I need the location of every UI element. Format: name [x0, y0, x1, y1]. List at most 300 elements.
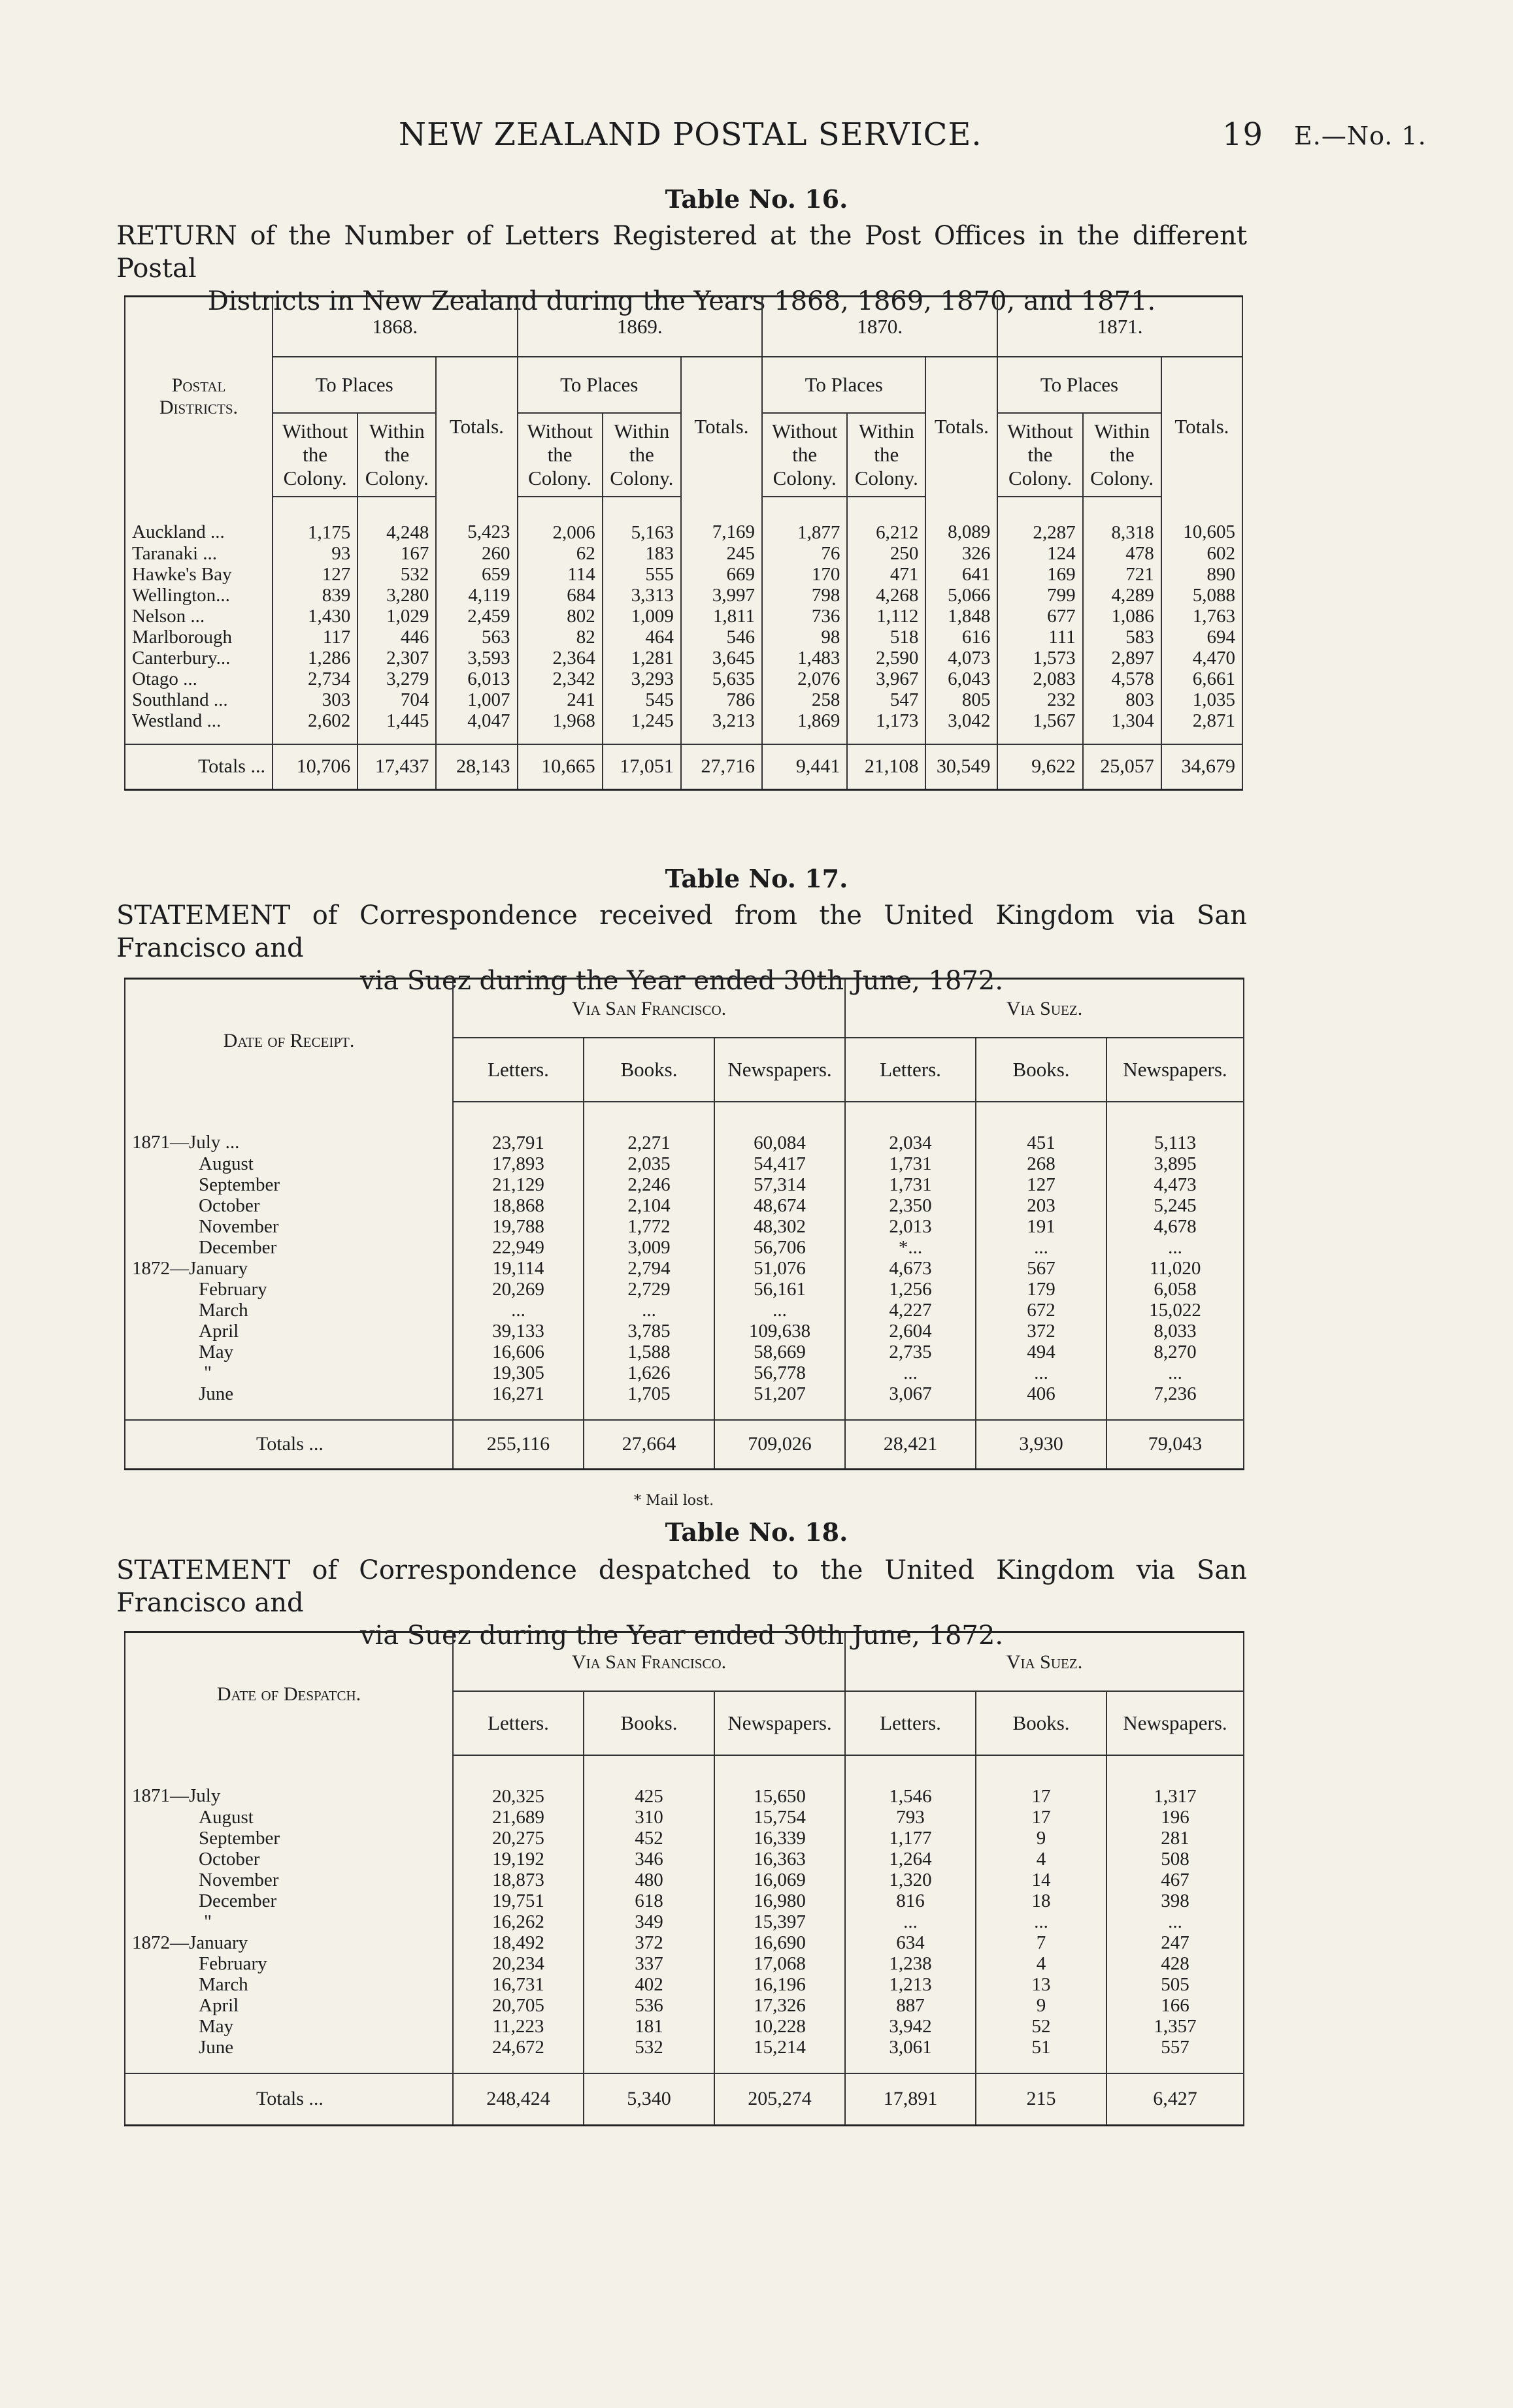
- data-cell: 4,047: [436, 710, 517, 731]
- data-cell: 546: [681, 627, 762, 648]
- data-cell: 1,086: [1083, 606, 1161, 627]
- district-name: Hawke's Bay: [125, 564, 273, 585]
- table17-date-header: Date of Receipt.: [125, 979, 453, 1102]
- data-cell: 547: [847, 689, 925, 710]
- data-cell: 117: [273, 627, 357, 648]
- table16-year-header: 1869.: [518, 297, 763, 357]
- page-header-title: NEW ZEALAND POSTAL SERVICE.: [399, 116, 982, 153]
- data-cell: 8,318: [1083, 497, 1161, 543]
- data-cell: 247: [1106, 1932, 1244, 1953]
- table16-totals-header: Totals.: [681, 357, 762, 497]
- data-cell: 557: [1106, 2037, 1244, 2058]
- data-cell: 5,635: [681, 668, 762, 689]
- data-cell: 76: [762, 543, 847, 564]
- data-cell: 799: [997, 585, 1082, 606]
- data-cell: 114: [518, 564, 603, 585]
- data-cell: 798: [762, 585, 847, 606]
- data-cell: 2,871: [1161, 710, 1242, 731]
- totals-label: Totals ...: [125, 744, 273, 790]
- data-cell: 793: [845, 1807, 976, 1828]
- data-cell: 346: [584, 1849, 714, 1870]
- data-cell: 3,895: [1106, 1153, 1244, 1174]
- table16-totals-header: Totals.: [436, 357, 517, 497]
- data-cell: 51,076: [714, 1258, 845, 1279]
- data-cell: 1,877: [762, 497, 847, 543]
- month-label: November: [125, 1870, 453, 1890]
- total-cell: 27,664: [584, 1420, 714, 1470]
- total-cell: 21,108: [847, 744, 925, 790]
- table-row: [125, 1362, 1244, 1383]
- table16-without-header: Without the Colony.: [997, 413, 1082, 497]
- total-cell: 709,026: [714, 1420, 845, 1470]
- total-cell: 5,340: [584, 2073, 714, 2126]
- data-cell: 451: [976, 1102, 1106, 1153]
- data-cell: 56,161: [714, 1279, 845, 1300]
- data-cell: 16,069: [714, 1870, 845, 1890]
- table18-col-header: Books.: [584, 1691, 714, 1755]
- data-cell: 21,689: [453, 1807, 584, 1828]
- data-cell: 19,305: [453, 1362, 584, 1383]
- data-cell: 2,459: [436, 606, 517, 627]
- data-cell: ...: [453, 1300, 584, 1321]
- data-cell: *...: [845, 1237, 976, 1258]
- data-cell: 480: [584, 1870, 714, 1890]
- data-cell: 17,326: [714, 1995, 845, 2016]
- data-cell: 802: [518, 606, 603, 627]
- table16-caption-line1: RETURN of the Number of Letters Registered at the Post Offices in the different Postal: [116, 221, 1247, 284]
- data-cell: 425: [584, 1755, 714, 1807]
- table17-totals-row: [125, 1420, 1244, 1470]
- table16-totals-header: Totals.: [925, 357, 997, 497]
- data-cell: 18,492: [453, 1932, 584, 1953]
- data-cell: 1,304: [1083, 710, 1161, 731]
- data-cell: 16,196: [714, 1974, 845, 1995]
- month-label: June: [125, 1383, 453, 1404]
- table18-col-header: Letters.: [845, 1691, 976, 1755]
- data-cell: 245: [681, 543, 762, 564]
- data-cell: 2,287: [997, 497, 1082, 543]
- data-cell: 250: [847, 543, 925, 564]
- data-cell: 1,112: [847, 606, 925, 627]
- table-row: [125, 1321, 1244, 1342]
- district-name: Southland ...: [125, 689, 273, 710]
- data-cell: 16,339: [714, 1828, 845, 1849]
- total-cell: 79,043: [1106, 1420, 1244, 1470]
- table18-col-header: Letters.: [453, 1691, 584, 1755]
- data-cell: 51,207: [714, 1383, 845, 1404]
- month-label: ": [125, 1362, 453, 1383]
- data-cell: 5,088: [1161, 585, 1242, 606]
- data-cell: 1,009: [603, 606, 681, 627]
- data-cell: 56,778: [714, 1362, 845, 1383]
- data-cell: ...: [976, 1362, 1106, 1383]
- table-row: [125, 1237, 1244, 1258]
- data-cell: 15,650: [714, 1755, 845, 1807]
- table-row: [125, 2016, 1244, 2037]
- data-cell: 10,228: [714, 2016, 845, 2037]
- data-cell: 467: [1106, 1870, 1244, 1890]
- data-cell: 24,672: [453, 2037, 584, 2058]
- data-cell: 54,417: [714, 1153, 845, 1174]
- data-cell: 18,868: [453, 1195, 584, 1216]
- data-cell: 532: [584, 2037, 714, 2058]
- data-cell: 428: [1106, 1953, 1244, 1974]
- data-cell: 721: [1083, 564, 1161, 585]
- data-cell: 13: [976, 1974, 1106, 1995]
- data-cell: 20,275: [453, 1828, 584, 1849]
- data-cell: 1,213: [845, 1974, 976, 1995]
- data-cell: 1,430: [273, 606, 357, 627]
- data-cell: 555: [603, 564, 681, 585]
- data-cell: 5,066: [925, 585, 997, 606]
- table-row: [125, 1755, 1244, 1807]
- data-cell: 3,280: [357, 585, 436, 606]
- table-row: [125, 585, 1242, 606]
- table-row: [125, 1258, 1244, 1279]
- data-cell: 1,281: [603, 648, 681, 668]
- table16-year-header: 1868.: [273, 297, 518, 357]
- data-cell: 1,238: [845, 1953, 976, 1974]
- data-cell: 56,706: [714, 1237, 845, 1258]
- data-cell: 19,192: [453, 1849, 584, 1870]
- data-cell: 9: [976, 1828, 1106, 1849]
- data-cell: 18,873: [453, 1870, 584, 1890]
- data-cell: 618: [584, 1890, 714, 1911]
- table17-col-header: Newspapers.: [714, 1038, 845, 1102]
- district-name: Otago ...: [125, 668, 273, 689]
- data-cell: 398: [1106, 1890, 1244, 1911]
- data-cell: 9: [976, 1995, 1106, 2016]
- data-cell: 634: [845, 1932, 976, 1953]
- data-cell: 1,546: [845, 1755, 976, 1807]
- data-cell: 2,083: [997, 668, 1082, 689]
- data-cell: 52: [976, 2016, 1106, 2037]
- month-label: 1871—July ...: [125, 1102, 453, 1153]
- table-row: [125, 1974, 1244, 1995]
- table-row: [125, 648, 1242, 668]
- table-row: [125, 1849, 1244, 1870]
- data-cell: 3,293: [603, 668, 681, 689]
- data-cell: 471: [847, 564, 925, 585]
- month-label: December: [125, 1890, 453, 1911]
- data-cell: 18: [976, 1890, 1106, 1911]
- data-cell: 20,705: [453, 1995, 584, 2016]
- data-cell: 1,811: [681, 606, 762, 627]
- data-cell: 11,020: [1106, 1258, 1244, 1279]
- data-cell: 446: [357, 627, 436, 648]
- data-cell: 1,445: [357, 710, 436, 731]
- data-cell: 22,949: [453, 1237, 584, 1258]
- data-cell: 169: [997, 564, 1082, 585]
- district-name: Westland ...: [125, 710, 273, 731]
- data-cell: 1,029: [357, 606, 436, 627]
- month-label: April: [125, 1321, 453, 1342]
- data-cell: 16,262: [453, 1911, 584, 1932]
- data-cell: 545: [603, 689, 681, 710]
- data-cell: 2,590: [847, 648, 925, 668]
- table-row: [125, 689, 1242, 710]
- data-cell: 6,661: [1161, 668, 1242, 689]
- table-row: [125, 1383, 1244, 1404]
- data-cell: 4,248: [357, 497, 436, 543]
- data-cell: 2,034: [845, 1102, 976, 1153]
- table-row: [125, 1890, 1244, 1911]
- data-cell: 4,473: [1106, 1174, 1244, 1195]
- total-cell: 17,051: [603, 744, 681, 790]
- table-row: [125, 1342, 1244, 1362]
- month-label: 1872—January: [125, 1258, 453, 1279]
- data-cell: 11,223: [453, 2016, 584, 2037]
- data-cell: 268: [976, 1153, 1106, 1174]
- data-cell: 1,317: [1106, 1755, 1244, 1807]
- table18-caption-line2: via Suez during the Year ended 30th June, 1872.: [359, 1621, 1004, 1651]
- table18-col-header: Newspapers.: [714, 1691, 845, 1755]
- table18-col-header: Books.: [976, 1691, 1106, 1755]
- data-cell: 3,313: [603, 585, 681, 606]
- data-cell: 111: [997, 627, 1082, 648]
- data-cell: 1,320: [845, 1870, 976, 1890]
- data-cell: ...: [845, 1911, 976, 1932]
- total-cell: 9,441: [762, 744, 847, 790]
- data-cell: 183: [603, 543, 681, 564]
- data-cell: 583: [1083, 627, 1161, 648]
- month-label: October: [125, 1849, 453, 1870]
- data-cell: 5,113: [1106, 1102, 1244, 1153]
- table-row: [125, 1174, 1244, 1195]
- table-row: [125, 627, 1242, 648]
- data-cell: 1,869: [762, 710, 847, 731]
- data-cell: 694: [1161, 627, 1242, 648]
- data-cell: 372: [584, 1932, 714, 1953]
- table16-totals-row: [125, 744, 1242, 790]
- data-cell: 4,470: [1161, 648, 1242, 668]
- data-cell: 124: [997, 543, 1082, 564]
- data-cell: 464: [603, 627, 681, 648]
- data-cell: 8,089: [925, 497, 997, 543]
- data-cell: 1,626: [584, 1362, 714, 1383]
- data-cell: 536: [584, 1995, 714, 2016]
- totals-label: Totals ...: [125, 1420, 453, 1470]
- data-cell: 786: [681, 689, 762, 710]
- table17: [124, 978, 1244, 1470]
- month-label: August: [125, 1807, 453, 1828]
- data-cell: 1,588: [584, 1342, 714, 1362]
- total-cell: 10,665: [518, 744, 603, 790]
- data-cell: 48,302: [714, 1216, 845, 1237]
- data-cell: 4,578: [1083, 668, 1161, 689]
- data-cell: 816: [845, 1890, 976, 1911]
- total-cell: 255,116: [453, 1420, 584, 1470]
- data-cell: 7,236: [1106, 1383, 1244, 1404]
- table16-to-places: To Places: [518, 357, 681, 413]
- data-cell: 1,245: [603, 710, 681, 731]
- data-cell: 1,483: [762, 648, 847, 668]
- data-cell: 1,007: [436, 689, 517, 710]
- data-cell: 16,271: [453, 1383, 584, 1404]
- table18: [124, 1631, 1244, 2126]
- month-label: October: [125, 1195, 453, 1216]
- data-cell: 1,731: [845, 1153, 976, 1174]
- table18-caption-line1: STATEMENT of Correspondence despatched to the United Kingdom via San Francisco and: [116, 1555, 1247, 1618]
- table-row: [125, 1153, 1244, 1174]
- data-cell: 8,033: [1106, 1321, 1244, 1342]
- data-cell: 14: [976, 1870, 1106, 1890]
- data-cell: 1,848: [925, 606, 997, 627]
- table16-without-header: Without the Colony.: [273, 413, 357, 497]
- data-cell: 51: [976, 2037, 1106, 2058]
- data-cell: 5,245: [1106, 1195, 1244, 1216]
- data-cell: 452: [584, 1828, 714, 1849]
- data-cell: 4,073: [925, 648, 997, 668]
- data-cell: 127: [976, 1174, 1106, 1195]
- table-row: [125, 2037, 1244, 2058]
- data-cell: 1,357: [1106, 2016, 1244, 2037]
- table-row: [125, 1195, 1244, 1216]
- data-cell: 3,593: [436, 648, 517, 668]
- data-cell: 1,763: [1161, 606, 1242, 627]
- district-name: Auckland ...: [125, 497, 273, 543]
- month-label: March: [125, 1974, 453, 1995]
- data-cell: 82: [518, 627, 603, 648]
- data-cell: 181: [584, 2016, 714, 2037]
- data-cell: 39,133: [453, 1321, 584, 1342]
- data-cell: 58,669: [714, 1342, 845, 1362]
- table16-number: Table No. 16.: [665, 184, 848, 214]
- data-cell: 109,638: [714, 1321, 845, 1342]
- data-cell: 17,068: [714, 1953, 845, 1974]
- data-cell: 2,246: [584, 1174, 714, 1195]
- data-cell: 3,997: [681, 585, 762, 606]
- data-cell: 260: [436, 543, 517, 564]
- data-cell: 1,035: [1161, 689, 1242, 710]
- table18-body: [125, 1755, 1244, 2073]
- table18-date-header: Date of Despatch.: [125, 1632, 453, 1755]
- data-cell: 326: [925, 543, 997, 564]
- table-row: [125, 710, 1242, 731]
- data-cell: 241: [518, 689, 603, 710]
- data-cell: 2,035: [584, 1153, 714, 1174]
- document-reference: E.—No. 1.: [1294, 122, 1427, 150]
- data-cell: 15,022: [1106, 1300, 1244, 1321]
- data-cell: 2,734: [273, 668, 357, 689]
- data-cell: 508: [1106, 1849, 1244, 1870]
- data-cell: 167: [357, 543, 436, 564]
- table18-group-header: Via Suez.: [845, 1632, 1244, 1691]
- table-row: [125, 1300, 1244, 1321]
- data-cell: 310: [584, 1807, 714, 1828]
- data-cell: 1,772: [584, 1216, 714, 1237]
- month-label: September: [125, 1828, 453, 1849]
- data-cell: 4,119: [436, 585, 517, 606]
- data-cell: 23,791: [453, 1102, 584, 1153]
- data-cell: 1,173: [847, 710, 925, 731]
- month-label: February: [125, 1953, 453, 1974]
- district-name: Nelson ...: [125, 606, 273, 627]
- data-cell: 2,735: [845, 1342, 976, 1362]
- table18-totals-row: [125, 2073, 1244, 2126]
- data-cell: 3,213: [681, 710, 762, 731]
- data-cell: 672: [976, 1300, 1106, 1321]
- data-cell: ...: [1106, 1911, 1244, 1932]
- data-cell: 402: [584, 1974, 714, 1995]
- data-cell: 4: [976, 1953, 1106, 1974]
- data-cell: 15,754: [714, 1807, 845, 1828]
- data-cell: 98: [762, 627, 847, 648]
- table16-to-places: To Places: [273, 357, 436, 413]
- data-cell: 704: [357, 689, 436, 710]
- month-label: 1872—January: [125, 1932, 453, 1953]
- table17-group-header: Via San Francisco.: [453, 979, 845, 1038]
- table17-group-header: Via Suez.: [845, 979, 1244, 1038]
- data-cell: 532: [357, 564, 436, 585]
- data-cell: 2,364: [518, 648, 603, 668]
- table-row: [125, 543, 1242, 564]
- data-cell: 170: [762, 564, 847, 585]
- data-cell: ...: [1106, 1237, 1244, 1258]
- data-cell: 15,214: [714, 2037, 845, 2058]
- total-cell: 28,421: [845, 1420, 976, 1470]
- data-cell: 2,602: [273, 710, 357, 731]
- total-cell: 215: [976, 2073, 1106, 2126]
- data-cell: ...: [845, 1362, 976, 1383]
- data-cell: 669: [681, 564, 762, 585]
- data-cell: 349: [584, 1911, 714, 1932]
- data-cell: 16,363: [714, 1849, 845, 1870]
- data-cell: 2,104: [584, 1195, 714, 1216]
- total-cell: 28,143: [436, 744, 517, 790]
- data-cell: 1,731: [845, 1174, 976, 1195]
- data-cell: 20,325: [453, 1755, 584, 1807]
- data-cell: 191: [976, 1216, 1106, 1237]
- data-cell: 3,279: [357, 668, 436, 689]
- month-label: June: [125, 2037, 453, 2058]
- data-cell: 3,967: [847, 668, 925, 689]
- table16-district-header: Postal Districts.: [125, 297, 273, 497]
- data-cell: 4,678: [1106, 1216, 1244, 1237]
- table16-to-places: To Places: [997, 357, 1161, 413]
- table16-without-header: Without the Colony.: [762, 413, 847, 497]
- data-cell: 803: [1083, 689, 1161, 710]
- total-cell: 10,706: [273, 744, 357, 790]
- data-cell: 505: [1106, 1974, 1244, 1995]
- table16-within-header: Within the Colony.: [1083, 413, 1161, 497]
- table16: [124, 295, 1243, 791]
- data-cell: 4,268: [847, 585, 925, 606]
- data-cell: 20,269: [453, 1279, 584, 1300]
- data-cell: 563: [436, 627, 517, 648]
- data-cell: 887: [845, 1995, 976, 2016]
- table-row: [125, 1995, 1244, 2016]
- data-cell: 19,114: [453, 1258, 584, 1279]
- table16-to-places: To Places: [762, 357, 925, 413]
- table17-col-header: Books.: [584, 1038, 714, 1102]
- total-cell: 17,891: [845, 2073, 976, 2126]
- data-cell: 5,163: [603, 497, 681, 543]
- table-row: [125, 1279, 1244, 1300]
- month-label: May: [125, 2016, 453, 2037]
- data-cell: 839: [273, 585, 357, 606]
- data-cell: 15,397: [714, 1911, 845, 1932]
- data-cell: 48,674: [714, 1195, 845, 1216]
- data-cell: 805: [925, 689, 997, 710]
- table-row: [125, 1870, 1244, 1890]
- table-row: [125, 668, 1242, 689]
- month-label: April: [125, 1995, 453, 2016]
- data-cell: 179: [976, 1279, 1106, 1300]
- data-cell: 3,067: [845, 1383, 976, 1404]
- data-cell: 7: [976, 1932, 1106, 1953]
- data-cell: 2,006: [518, 497, 603, 543]
